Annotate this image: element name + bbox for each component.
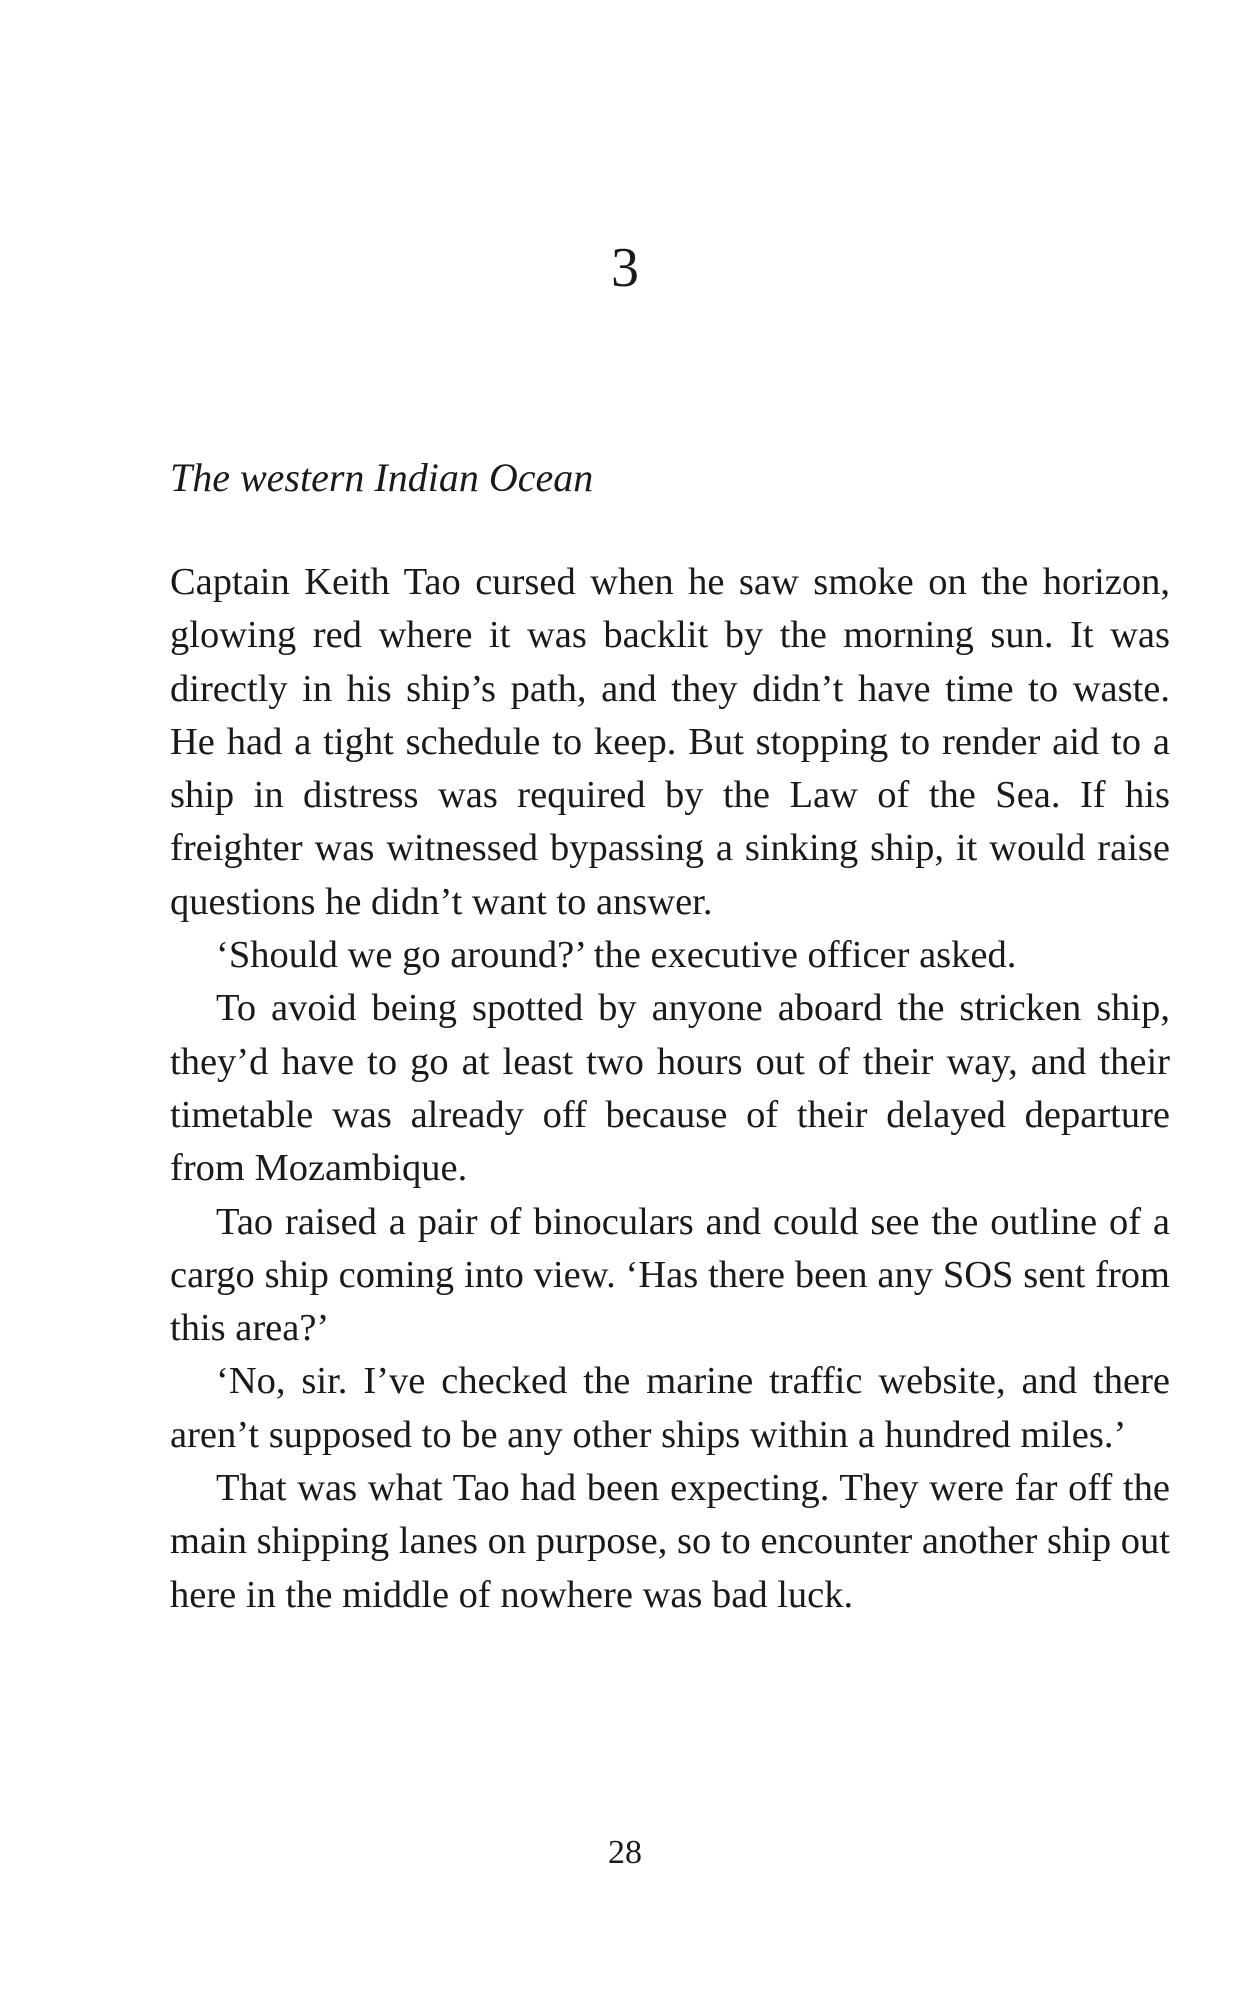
paragraph: To avoid being spotted by anyone aboard the stricken ship, they’d have to go at least two hours out of their way, and their timetable was already off because of their delayed departure from Mozambique. [170,987,1170,1190]
chapter-location-heading: The western Indian Ocean [170,455,594,500]
body-text [170,556,1170,1622]
paragraph: Tao raised a pair of binoculars and could see the outline of a cargo ship coming into view. ‘Has there been any SOS sent from this area?’ [170,1200,1170,1350]
paragraph: That was what Tao had been expecting. They were far off the main shipping lanes on purpose, so to encounter another ship out here in the middle of nowhere was bad luck. [170,1467,1170,1616]
paragraph: Captain Keith Tao cursed when he saw smoke on the horizon, glowing red where it was backlit by the morning sun. It was directly in his ship’s path, and they didn’t have time to waste. He had a tight schedule to keep. But stopping to render aid to a ship in distress was required by the Law of the Sea. If his freighter was witnessed bypassing a sinking ship, it would raise questions he didn’t want to answer. [170,561,1170,923]
paragraph: ‘Should we go around?’ the executive officer asked. [216,934,1017,977]
paragraph: ‘No, sir. I’ve checked the marine traffic website, and there aren’t supposed to be any other ships within a hundred miles.’ [170,1360,1170,1456]
page-number: 28 [608,1834,642,1871]
chapter-number: 3 [611,237,639,299]
